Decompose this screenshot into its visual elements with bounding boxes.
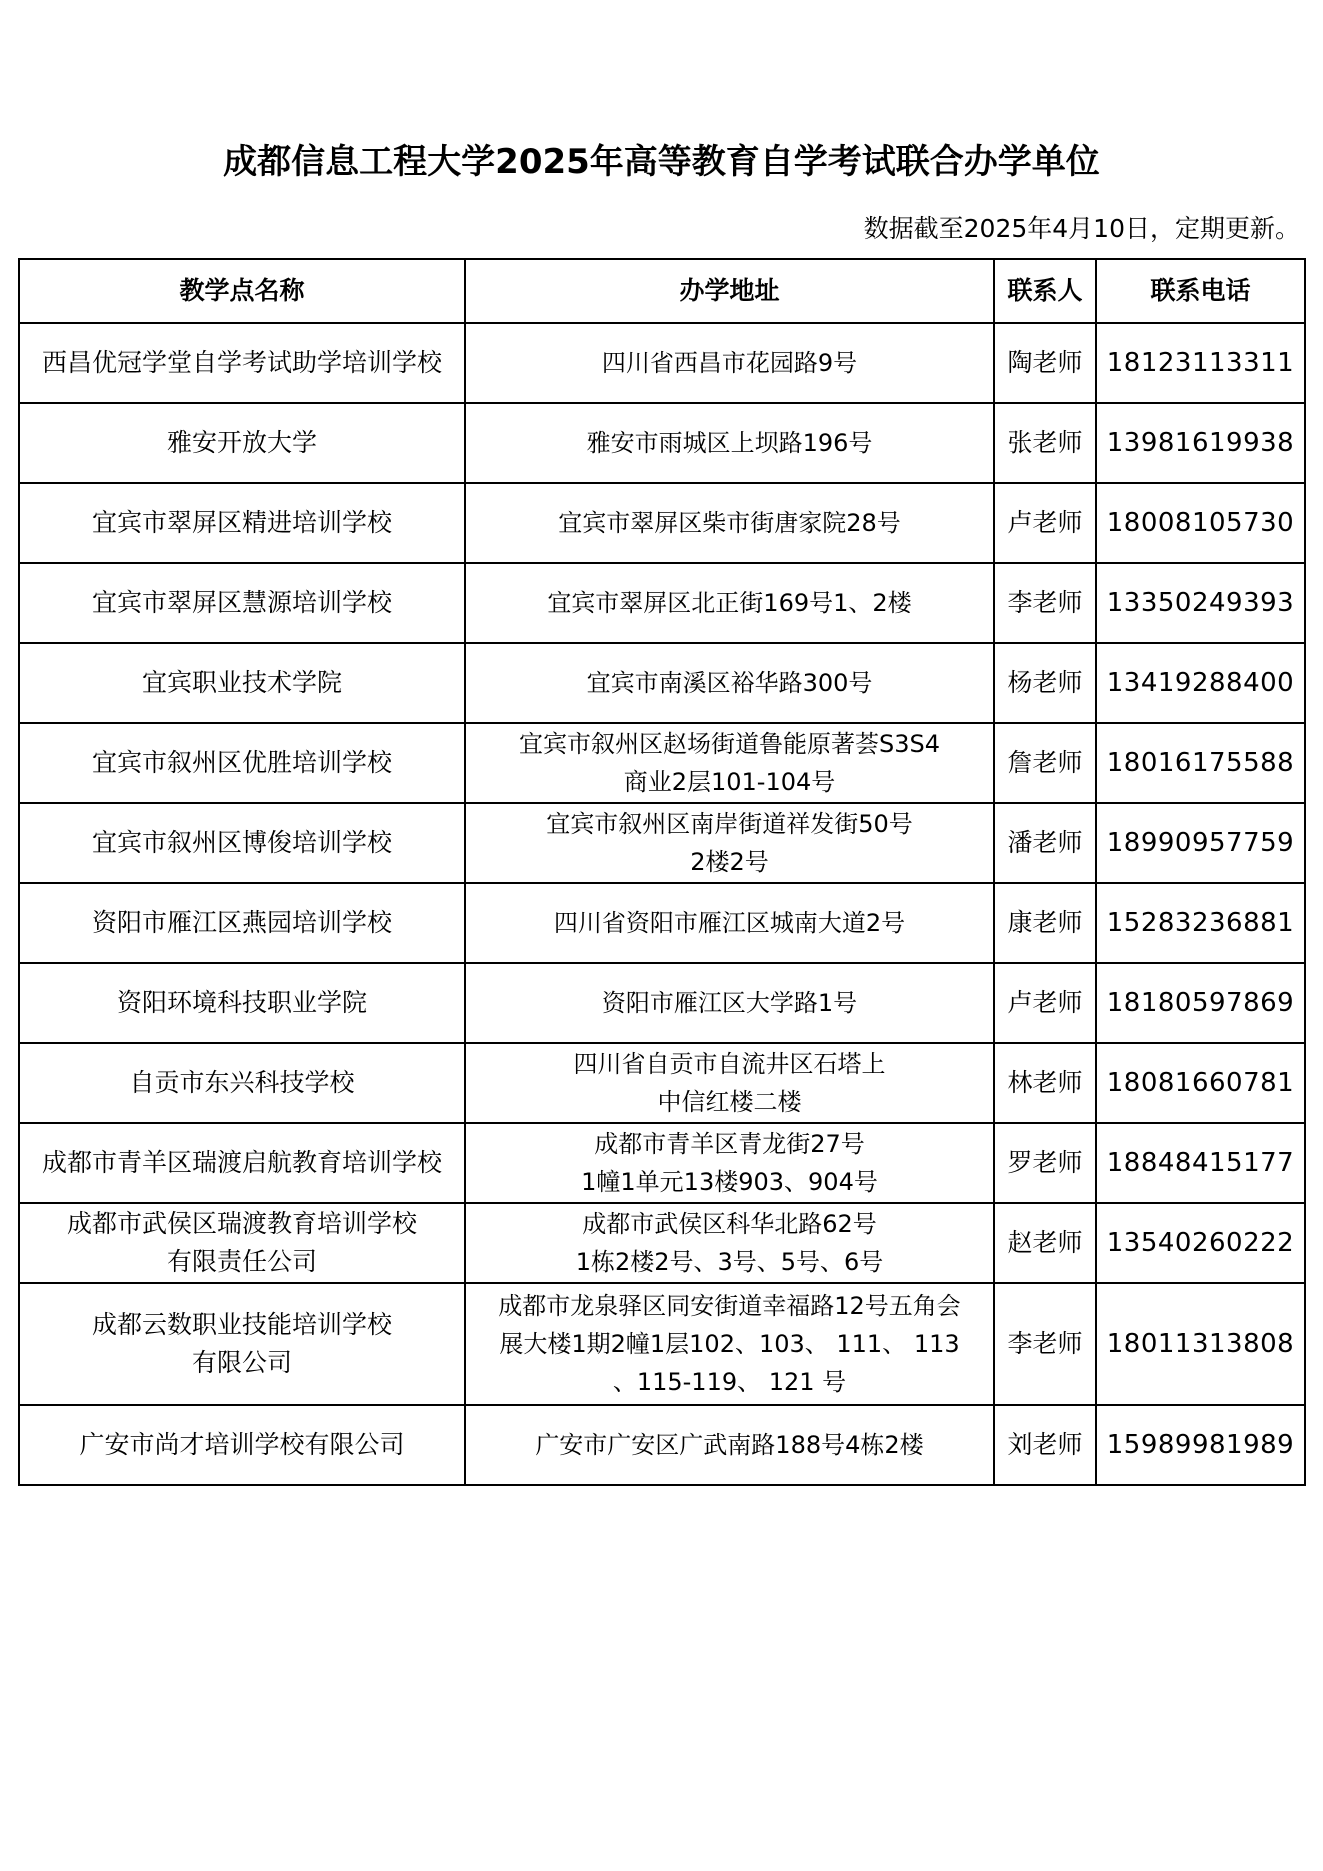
unit-name: 广安市尚才培训学校有限公司 <box>19 1405 465 1485</box>
table-row <box>19 483 1305 563</box>
unit-phone: 18990957759 <box>1096 803 1305 883</box>
header-address: 办学地址 <box>465 259 994 323</box>
unit-name: 资阳环境科技职业学院 <box>19 963 465 1043</box>
header-contact: 联系人 <box>994 259 1096 323</box>
table-row <box>19 563 1305 643</box>
unit-address: 宜宾市叙州区南岸街道祥发街50号 2楼2号 <box>465 803 994 883</box>
unit-contact: 李老师 <box>994 1283 1096 1405</box>
unit-contact: 张老师 <box>994 403 1096 483</box>
unit-address: 宜宾市翠屏区柴市街唐家院28号 <box>465 483 994 563</box>
table-row <box>19 1203 1305 1283</box>
unit-contact: 刘老师 <box>994 1405 1096 1485</box>
unit-name: 宜宾市叙州区博俊培训学校 <box>19 803 465 883</box>
unit-phone: 18123113311 <box>1096 323 1305 403</box>
table-header-row <box>19 259 1305 323</box>
unit-name: 宜宾职业技术学院 <box>19 643 465 723</box>
unit-address: 宜宾市南溪区裕华路300号 <box>465 643 994 723</box>
unit-phone: 15989981989 <box>1096 1405 1305 1485</box>
unit-address: 四川省自贡市自流井区石塔上 中信红楼二楼 <box>465 1043 994 1123</box>
unit-contact: 杨老师 <box>994 643 1096 723</box>
unit-contact: 潘老师 <box>994 803 1096 883</box>
update-note: 数据截至2025年4月10日，定期更新。 <box>863 214 1300 243</box>
table-row <box>19 723 1305 803</box>
unit-name: 西昌优冠学堂自学考试助学培训学校 <box>19 323 465 403</box>
units-table <box>18 258 1306 1486</box>
unit-name: 成都云数职业技能培训学校 有限公司 <box>19 1283 465 1405</box>
unit-contact: 陶老师 <box>994 323 1096 403</box>
header-name: 教学点名称 <box>19 259 465 323</box>
table-row <box>19 403 1305 483</box>
unit-phone: 13981619938 <box>1096 403 1305 483</box>
unit-contact: 康老师 <box>994 883 1096 963</box>
unit-phone: 13350249393 <box>1096 563 1305 643</box>
table-row <box>19 883 1305 963</box>
unit-address: 广安市广安区广武南路188号4栋2楼 <box>465 1405 994 1485</box>
table-row <box>19 1123 1305 1203</box>
unit-contact: 李老师 <box>994 563 1096 643</box>
table-row <box>19 643 1305 723</box>
unit-contact: 林老师 <box>994 1043 1096 1123</box>
unit-contact: 罗老师 <box>994 1123 1096 1203</box>
header-phone: 联系电话 <box>1096 259 1305 323</box>
unit-name: 成都市青羊区瑞渡启航教育培训学校 <box>19 1123 465 1203</box>
unit-contact: 赵老师 <box>994 1203 1096 1283</box>
unit-address: 成都市青羊区青龙街27号 1幢1单元13楼903、904号 <box>465 1123 994 1203</box>
unit-address: 成都市武侯区科华北路62号 1栋2楼2号、3号、5号、6号 <box>465 1203 994 1283</box>
unit-contact: 卢老师 <box>994 963 1096 1043</box>
page-title: 成都信息工程大学2025年高等教育自学考试联合办学单位 <box>223 142 1100 182</box>
table-row <box>19 1043 1305 1123</box>
unit-name: 宜宾市叙州区优胜培训学校 <box>19 723 465 803</box>
unit-name: 成都市武侯区瑞渡教育培训学校 有限责任公司 <box>19 1203 465 1283</box>
table-row <box>19 1283 1305 1405</box>
unit-address: 四川省西昌市花园路9号 <box>465 323 994 403</box>
unit-phone: 18011313808 <box>1096 1283 1305 1405</box>
unit-name: 宜宾市翠屏区精进培训学校 <box>19 483 465 563</box>
unit-contact: 詹老师 <box>994 723 1096 803</box>
unit-name: 自贡市东兴科技学校 <box>19 1043 465 1123</box>
unit-phone: 13540260222 <box>1096 1203 1305 1283</box>
unit-phone: 13419288400 <box>1096 643 1305 723</box>
unit-address: 成都市龙泉驿区同安街道幸福路12号五角会 展大楼1期2幢1层102、103、 111、 113 、115-119、 121 号 <box>465 1283 994 1405</box>
table-row <box>19 963 1305 1043</box>
unit-name: 宜宾市翠屏区慧源培训学校 <box>19 563 465 643</box>
unit-phone: 18848415177 <box>1096 1123 1305 1203</box>
unit-phone: 18008105730 <box>1096 483 1305 563</box>
unit-name: 资阳市雁江区燕园培训学校 <box>19 883 465 963</box>
unit-contact: 卢老师 <box>994 483 1096 563</box>
unit-phone: 15283236881 <box>1096 883 1305 963</box>
table-row <box>19 1405 1305 1485</box>
unit-phone: 18180597869 <box>1096 963 1305 1043</box>
unit-phone: 18016175588 <box>1096 723 1305 803</box>
unit-address: 宜宾市翠屏区北正街169号1、2楼 <box>465 563 994 643</box>
unit-name: 雅安开放大学 <box>19 403 465 483</box>
unit-address: 雅安市雨城区上坝路196号 <box>465 403 994 483</box>
unit-address: 四川省资阳市雁江区城南大道2号 <box>465 883 994 963</box>
unit-address: 宜宾市叙州区赵场街道鲁能原著荟S3S4 商业2层101-104号 <box>465 723 994 803</box>
unit-address: 资阳市雁江区大学路1号 <box>465 963 994 1043</box>
table-row <box>19 323 1305 403</box>
unit-phone: 18081660781 <box>1096 1043 1305 1123</box>
table-row <box>19 803 1305 883</box>
